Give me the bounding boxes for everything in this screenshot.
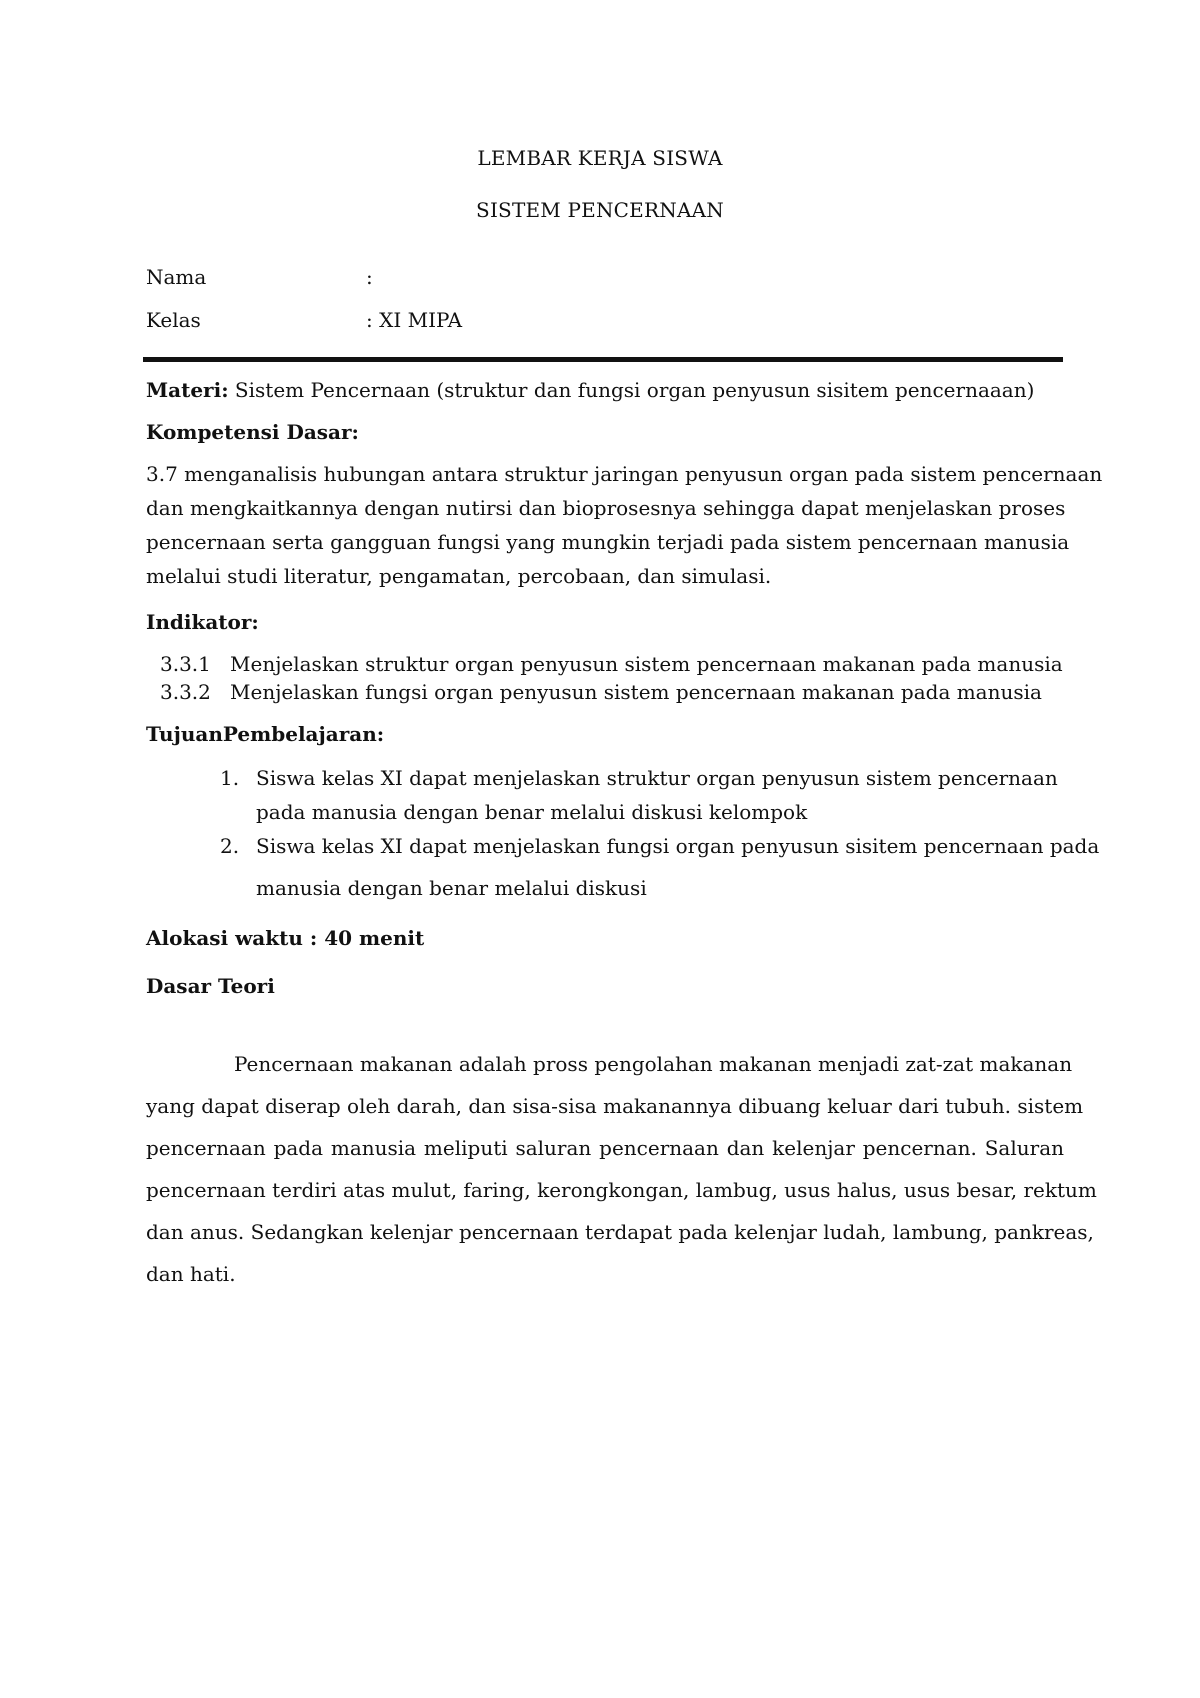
dasar-teori-line: yang dapat diserap oleh darah, dan sisa-sisa makanannya dibuang keluar dari tubuh. sistem: [146, 1094, 1084, 1118]
header-divider: [143, 357, 1063, 362]
materi-label: Materi:: [146, 378, 229, 402]
materi-line: [146, 378, 1034, 402]
kompetensi-line: melalui studi literatur, pengamatan, percobaan, dan simulasi.: [146, 564, 772, 588]
indikator-heading-text: Indikator:: [146, 610, 259, 634]
tujuan-text: manusia dengan benar melalui diskusi: [256, 876, 647, 900]
tujuan-number: 1.: [220, 766, 240, 790]
tujuan-text: Siswa kelas XI dapat menjelaskan struktur organ penyusun sistem pencernaan: [256, 766, 1058, 790]
tujuan-heading-text: TujuanPembelajaran:: [146, 722, 385, 746]
kompetensi-line: 3.7 menganalisis hubungan antara struktur jaringan penyusun organ pada sistem pencernaan: [146, 462, 1103, 486]
indikator-number: 3.3.1: [160, 652, 211, 676]
dasar-teori-line: dan hati.: [146, 1262, 236, 1286]
materi-text: Sistem Pencernaan (struktur dan fungsi organ penyusun sisitem pencernaaan): [228, 378, 1035, 402]
alokasi-waktu: [146, 926, 424, 950]
kelas-value: : XI MIPA: [366, 308, 463, 332]
kelas-label: Kelas: [146, 308, 201, 332]
tujuan-heading: [146, 722, 384, 746]
kompetensi-heading-text: Kompetensi Dasar:: [146, 420, 359, 444]
dasar-teori-line: pencernaan terdiri atas mulut, faring, kerongkongan, lambug, usus halus, usus besar, rektum: [146, 1178, 1097, 1202]
tujuan-text: pada manusia dengan benar melalui diskusi kelompok: [256, 800, 808, 824]
indikator-text: Menjelaskan fungsi organ penyusun sistem pencernaan makanan pada manusia: [230, 680, 1042, 704]
nama-label: Nama: [146, 265, 207, 289]
kompetensi-line: dan mengkaitkannya dengan nutirsi dan bioprosesnya sehingga dapat menjelaskan proses: [146, 496, 1066, 520]
tujuan-text: Siswa kelas XI dapat menjelaskan fungsi organ penyusun sisitem pencernaan pada: [256, 834, 1100, 858]
indikator-text: Menjelaskan struktur organ penyusun sistem pencernaan makanan pada manusia: [230, 652, 1063, 676]
dasar-teori-line: Pencernaan makanan adalah pross pengolahan makanan menjadi zat-zat makanan: [234, 1052, 1073, 1076]
dasar-teori-line: dan anus. Sedangkan kelenjar pencernaan terdapat pada kelenjar ludah, lambung, pankreas,: [146, 1220, 1094, 1244]
indikator-heading: [146, 610, 259, 634]
indikator-number: 3.3.2: [160, 680, 211, 704]
kompetensi-heading: [146, 420, 359, 444]
tujuan-number: 2.: [220, 834, 240, 858]
kompetensi-line: pencernaan serta gangguan fungsi yang mungkin terjadi pada sistem pencernaan manusia: [146, 530, 1070, 554]
page-title: LEMBAR KERJA SISWA: [477, 146, 723, 170]
dasar-teori-line: pencernaan pada manusia meliputi saluran pencernaan dan kelenjar pencernan. Saluran: [146, 1136, 1064, 1160]
nama-value: :: [366, 265, 373, 289]
alokasi-waktu-text: Alokasi waktu : 40 menit: [146, 926, 425, 950]
dasar-teori-heading: [146, 974, 275, 998]
page-subtitle: SISTEM PENCERNAAN: [476, 198, 724, 222]
dasar-teori-heading-text: Dasar Teori: [146, 974, 275, 998]
